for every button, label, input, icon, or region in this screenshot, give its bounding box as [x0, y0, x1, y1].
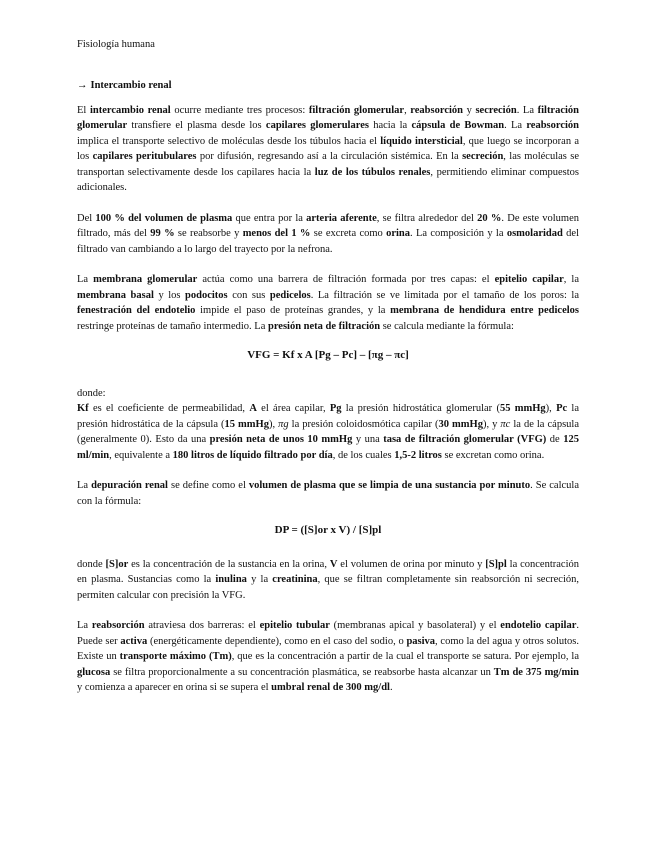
italic-term: πc — [500, 418, 511, 430]
text-run: , permitiendo eliminar compuestos adicionales. — [77, 166, 579, 193]
text-run: y la — [246, 574, 273, 585]
bold-term: 30 mmHg — [438, 418, 483, 430]
bold-term: umbral renal de 300 mg/dl — [271, 682, 390, 693]
text-run: El — [77, 104, 90, 116]
text-run: La — [77, 620, 92, 631]
text-run: la presión coloidosmótica capilar ( — [288, 418, 439, 430]
bold-term: menos del 1 % — [242, 228, 311, 239]
bold-term: V — [329, 558, 338, 570]
bold-term: Kf — [77, 403, 89, 414]
bold-term: líquido intersticial — [380, 135, 463, 147]
bold-term: filtración glomerular — [77, 104, 580, 131]
formula-vfg: VFG = Kf x A [Pg – Pc] – [πg – πc] — [247, 349, 409, 361]
text-run: Del — [77, 212, 96, 224]
paragraph-variables — [77, 401, 579, 463]
bold-term: 15 mmHg — [224, 418, 269, 430]
bold-term: luz de los túbulos renales — [314, 166, 431, 178]
text-run: con sus — [227, 289, 270, 301]
paragraph-depuracion — [77, 478, 579, 509]
text-run: y comienza a aparecer en orina si se supera el — [77, 682, 272, 693]
bold-term: tasa de filtración glomerular (VFG) — [383, 434, 547, 445]
bold-term: membrana basal — [77, 289, 154, 301]
text-run: , que es la concentración a partir de la cual el transporte se satura. Por ejemplo, la — [231, 651, 579, 662]
text-run: se reabsorbe y — [174, 228, 243, 239]
text-run: . De este volumen filtrado, más del — [77, 212, 579, 239]
text-run: . La filtración se ve limitada por el tamaño de los poros: la — [310, 289, 579, 301]
text-run: se excretan como orina. — [441, 449, 545, 461]
bold-term: inulina — [215, 574, 247, 585]
text-run: donde — [77, 558, 106, 570]
text-run: se excreta como — [310, 228, 387, 239]
text-run: , las moléculas se transportan selectivamente desde los capilares hacia la — [77, 151, 579, 178]
bold-term: reabsorción — [410, 104, 463, 116]
text-run: es la concentración de la sustancia en la orina, — [128, 558, 330, 570]
bold-term: membrana de hendidura entre pedicelos — [390, 305, 579, 316]
bold-term: intercambio renal — [89, 104, 171, 116]
text-run: , como la del agua y otros solutos. Existe un — [77, 635, 580, 662]
paragraph-intro — [77, 103, 579, 196]
text-run: se calcula mediante la fórmula: — [380, 320, 514, 332]
text-run: de — [546, 434, 564, 445]
text-run: y los — [153, 289, 186, 301]
bold-term: 55 mmHg — [499, 403, 546, 414]
text-run: es el coeficiente de permeabilidad, — [88, 403, 250, 414]
bold-term: podocitos — [185, 289, 228, 301]
section-heading — [77, 78, 579, 94]
text-run: (membranas apical y basolateral) y el — [329, 620, 501, 631]
text-run: La — [77, 274, 94, 285]
bold-term: epitelio capilar — [494, 274, 564, 285]
text-run: la concentración en plasma. Sustancias como la — [77, 558, 579, 585]
text-run: impide el paso de proteínas grandes, y la — [195, 305, 391, 316]
bold-term: 1,5-2 litros — [394, 449, 442, 461]
bold-term: A — [249, 403, 257, 414]
paragraph-membrane — [77, 272, 579, 334]
bold-term: membrana glomerular — [93, 274, 198, 285]
bold-term: 125 ml/min — [77, 434, 579, 461]
bold-term: 100 % del volumen de plasma — [95, 212, 233, 224]
text-run: . Puede ser — [77, 620, 580, 647]
bold-term: capilares peritubulares — [92, 151, 197, 162]
text-run: hacia la — [368, 120, 412, 131]
bold-term: 99 % — [150, 228, 175, 239]
bold-term: fenestración del endotelio — [77, 305, 196, 316]
bold-term: endotelio capilar — [500, 620, 577, 631]
text-run: , la — [563, 274, 580, 285]
text-run: . La composición y la — [410, 228, 507, 239]
text-run: el área capilar, — [256, 403, 330, 414]
text-run: del filtrado van cambiando a lo largo del trayecto por la nefrona. — [77, 228, 580, 255]
bold-term: Pc — [556, 403, 568, 414]
paragraph-volumes — [77, 211, 579, 258]
text-run: , equivalente a — [109, 449, 173, 461]
bold-term: cápsula de Bowman — [411, 120, 505, 131]
page-header: Fisiología humana — [77, 39, 155, 50]
bold-term: Pg — [329, 403, 342, 414]
text-run: la presión hidrostática glomerular ( — [341, 403, 500, 414]
italic-term: πg — [278, 418, 289, 430]
document-body — [77, 78, 579, 711]
bold-term: epitelio tubular — [259, 620, 330, 631]
text-run: , se filtra alrededor del — [376, 212, 478, 224]
bold-term: reabsorción — [91, 620, 145, 631]
text-run: atraviesa dos barreras: el — [144, 620, 260, 631]
text-run: ), — [268, 418, 279, 430]
text-run: . — [389, 682, 393, 693]
donde-label: donde: — [77, 387, 106, 399]
bold-term: 180 litros de líquido filtrado por día — [172, 449, 333, 461]
text-run: ocurre mediante tres procesos: — [170, 104, 309, 116]
text-run: La — [77, 480, 92, 491]
text-run: . La — [516, 104, 538, 116]
bold-term: secreción — [475, 104, 517, 116]
bold-term: arteria aferente — [306, 212, 377, 224]
text-run: la de la cápsula (generalmente 0). Esto da una — [77, 418, 579, 445]
bold-term: presión neta de filtración — [267, 320, 381, 332]
text-run: se define como el — [167, 480, 249, 491]
bold-term: [S]pl — [485, 558, 507, 570]
text-run: . La — [504, 120, 527, 131]
text-run: ), — [545, 403, 557, 414]
text-run: actúa como una barrera de filtración formada por tres capas: el — [197, 274, 495, 285]
bold-term: Tm de 375 mg/min — [493, 666, 579, 678]
bold-term: orina — [386, 228, 411, 239]
bold-term: pedicelos — [269, 289, 311, 301]
bold-term: secreción — [462, 151, 504, 162]
bold-term: creatinina — [272, 574, 318, 585]
text-run: se filtra proporcionalmente a su concentración plasmática, se reabsorbe hasta alcanzar un — [110, 666, 494, 678]
bold-term: pasiva — [406, 635, 436, 647]
text-run: ), y — [482, 418, 501, 430]
text-run: que entra por la — [232, 212, 307, 224]
paragraph-reabsorption — [77, 618, 579, 696]
text-run: , que luego se incorporan a los — [77, 135, 579, 162]
bold-term: filtración glomerular — [308, 104, 405, 116]
bold-term: presión neta de unos 10 mmHg — [209, 434, 353, 445]
bold-term: activa — [120, 635, 148, 647]
bold-term: capilares glomerulares — [265, 120, 369, 131]
text-run: , que se filtran completamente sin reabsorción ni secreción, permiten calcular con precisión la VFG. — [77, 574, 579, 601]
text-run: , — [404, 104, 411, 116]
bold-term: 20 % — [477, 212, 502, 224]
text-run: el volumen de orina por minuto y — [337, 558, 486, 570]
text-run: la presión hidrostática de la cápsula ( — [77, 403, 579, 430]
bold-term: glucosa — [77, 666, 111, 678]
bold-term: [S]or — [105, 558, 129, 570]
text-run: y una — [352, 434, 384, 445]
bold-term: reabsorción — [526, 120, 580, 131]
bold-term: depuración renal — [91, 480, 168, 491]
text-run: por difusión, regresando así a la circulación sistémica. En la — [196, 151, 463, 162]
text-run: . Se calcula con la fórmula: — [77, 480, 579, 507]
arrow-icon: → — [77, 80, 88, 91]
text-run: (energéticamente dependiente), como en el caso del sodio, o — [147, 635, 407, 647]
formula-dp: DP = ([S]or x V) / [S]pl — [274, 524, 382, 536]
text-run: y — [463, 104, 476, 116]
bold-term: volumen de plasma que se limpia de una sustancia por minuto — [248, 480, 531, 491]
bold-term: osmolaridad — [506, 228, 563, 239]
text-run: restringe proteínas de tamaño intermedio. La — [77, 320, 268, 332]
text-run: , de los cuales — [332, 449, 395, 461]
section-title: Intercambio renal — [90, 80, 172, 91]
paragraph-substances — [77, 557, 579, 604]
bold-term: transporte máximo (Tm) — [119, 651, 232, 662]
text-run: implica el transporte selectivo de moléculas desde los túbulos hacia el — [77, 135, 381, 147]
text-run: transfiere el plasma desde los — [127, 120, 266, 131]
